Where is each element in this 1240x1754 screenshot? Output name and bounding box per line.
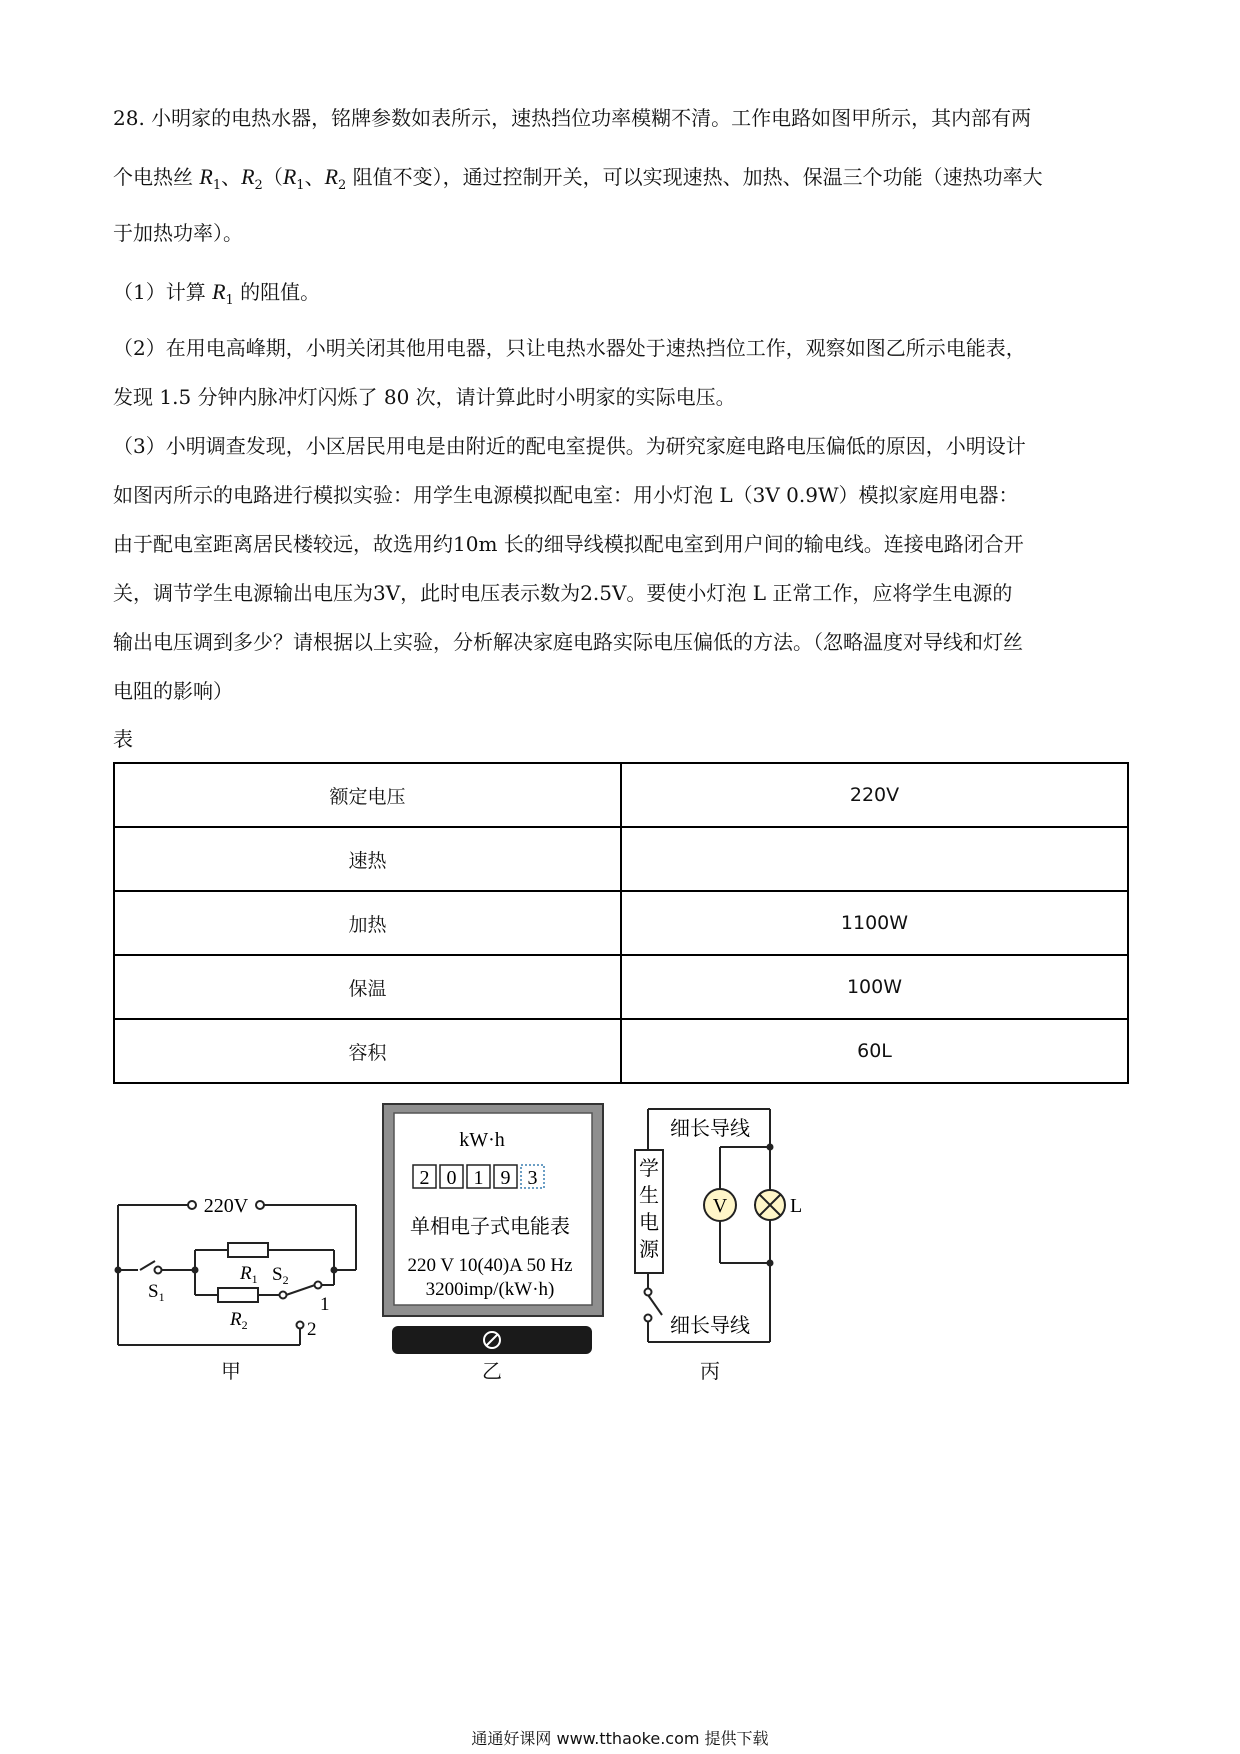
table-row	[114, 1019, 1128, 1083]
r1-label: $R_1$	[240, 1263, 258, 1286]
svg-text:电: 电	[639, 1212, 659, 1234]
meter-digit: 1	[473, 1167, 484, 1189]
table-label: 表	[113, 727, 133, 751]
wire-label-bottom: 细长导线	[670, 1315, 750, 1337]
question-line-1: 28. 小明家的电热水器，铭牌参数如表所示，速热挡位功率模糊不清。工作电路如图甲所示，其内部有两	[113, 106, 1032, 130]
caption-jia: 甲	[221, 1359, 241, 1383]
nameplate-table	[113, 762, 1129, 1084]
question-part-3-line-1: （3）小明调查发现，小区居民用电是由附近的配电室提供。为研究家庭电路电压偏低的原因，小明设计	[113, 434, 1026, 458]
s1-label: $S_1$	[148, 1281, 165, 1304]
table-cell-value: 60L	[621, 1019, 1128, 1083]
circuit-diagram-jia	[110, 1185, 370, 1375]
table-row	[114, 955, 1128, 1019]
electric-meter	[382, 1103, 604, 1355]
meter-unit: kW·h	[459, 1129, 505, 1151]
question-part-3-line-4: 关，调节学生电源输出电压为3V，此时电压表示数为2.5V。要使小灯泡 L 正常工作，应将学生电源的	[113, 581, 1013, 605]
meter-spec-2: 3200imp/(kW·h)	[425, 1279, 555, 1300]
meter-digit: 3	[527, 1167, 538, 1189]
svg-text:学: 学	[639, 1158, 659, 1180]
question-line-3: 于加热功率）。	[113, 221, 243, 245]
table-row	[114, 763, 1128, 827]
meter-name: 单相电子式电能表	[410, 1216, 570, 1238]
caption-bing: 丙	[700, 1359, 720, 1383]
table-row	[114, 827, 1128, 891]
page-footer: 通通好课网 www.tthaoke.com 提供下载	[471, 1729, 769, 1748]
table-cell-value	[621, 827, 1128, 891]
table-cell-name: 保温	[114, 955, 621, 1019]
s2-label: $S_2$	[272, 1264, 289, 1287]
supply-voltage-label: 220V	[203, 1195, 249, 1217]
question-part-3-line-6: 电阻的影响）	[113, 679, 233, 703]
table-cell-name: 加热	[114, 891, 621, 955]
question-part-3-line-2: 如图丙所示的电路进行模拟实验：用学生电源模拟配电室：用小灯泡 L（3V 0.9W）模拟家庭用电器：	[113, 483, 1019, 507]
table-cell-value: 220V	[621, 763, 1128, 827]
question-part-2-line-2: 发现 1.5 分钟内脉冲灯闪烁了 80 次，请计算此时小明家的实际电压。	[113, 385, 736, 409]
table-cell-name: 容积	[114, 1019, 621, 1083]
wire-label-top: 细长导线	[670, 1118, 750, 1140]
table-cell-value: 100W	[621, 955, 1128, 1019]
switch-position-2: 2	[307, 1319, 317, 1340]
question-part-2-line-1: （2）在用电高峰期，小明关闭其他用电器，只让电热水器处于速热挡位工作，观察如图乙所示电能表，	[113, 336, 1026, 360]
question-part-1: （1）计算 $R_1$ 的阻值。	[113, 279, 321, 308]
svg-text:生: 生	[639, 1185, 659, 1207]
meter-digit: 2	[419, 1167, 430, 1189]
meter-digit: 0	[446, 1167, 457, 1189]
r2-label: $R_2$	[230, 1309, 248, 1332]
caption-yi: 乙	[482, 1359, 502, 1383]
question-line-2: 个电热丝 $R_1$、$R_2(R_1$、$R_2$ 阻值不变），通过控制开关，可以实现速热、加热、保温三个功能（速热功率大	[113, 164, 1043, 193]
table-cell-name: 额定电压	[114, 763, 621, 827]
circuit-diagram-bing	[628, 1105, 818, 1351]
switch-position-1: 1	[320, 1294, 330, 1315]
meter-spec-1: 220 V 10(40)A 50 Hz	[407, 1255, 573, 1276]
table-row	[114, 891, 1128, 955]
svg-text:源: 源	[639, 1239, 659, 1261]
question-part-3-line-3: 由于配电室距离居民楼较远，故选用约10m 长的细导线模拟配电室到用户间的输电线。连接电路闭合开	[113, 532, 1024, 556]
table-cell-name: 速热	[114, 827, 621, 891]
question-part-3-line-5: 输出电压调到多少？请根据以上实验，分析解决家庭电路实际电压偏低的方法。（忽略温度对导线和灯丝	[113, 630, 1023, 654]
table-cell-value: 1100W	[621, 891, 1128, 955]
lamp-label: L	[790, 1195, 803, 1217]
voltmeter-label: V	[712, 1195, 728, 1217]
meter-digit: 9	[500, 1167, 511, 1189]
